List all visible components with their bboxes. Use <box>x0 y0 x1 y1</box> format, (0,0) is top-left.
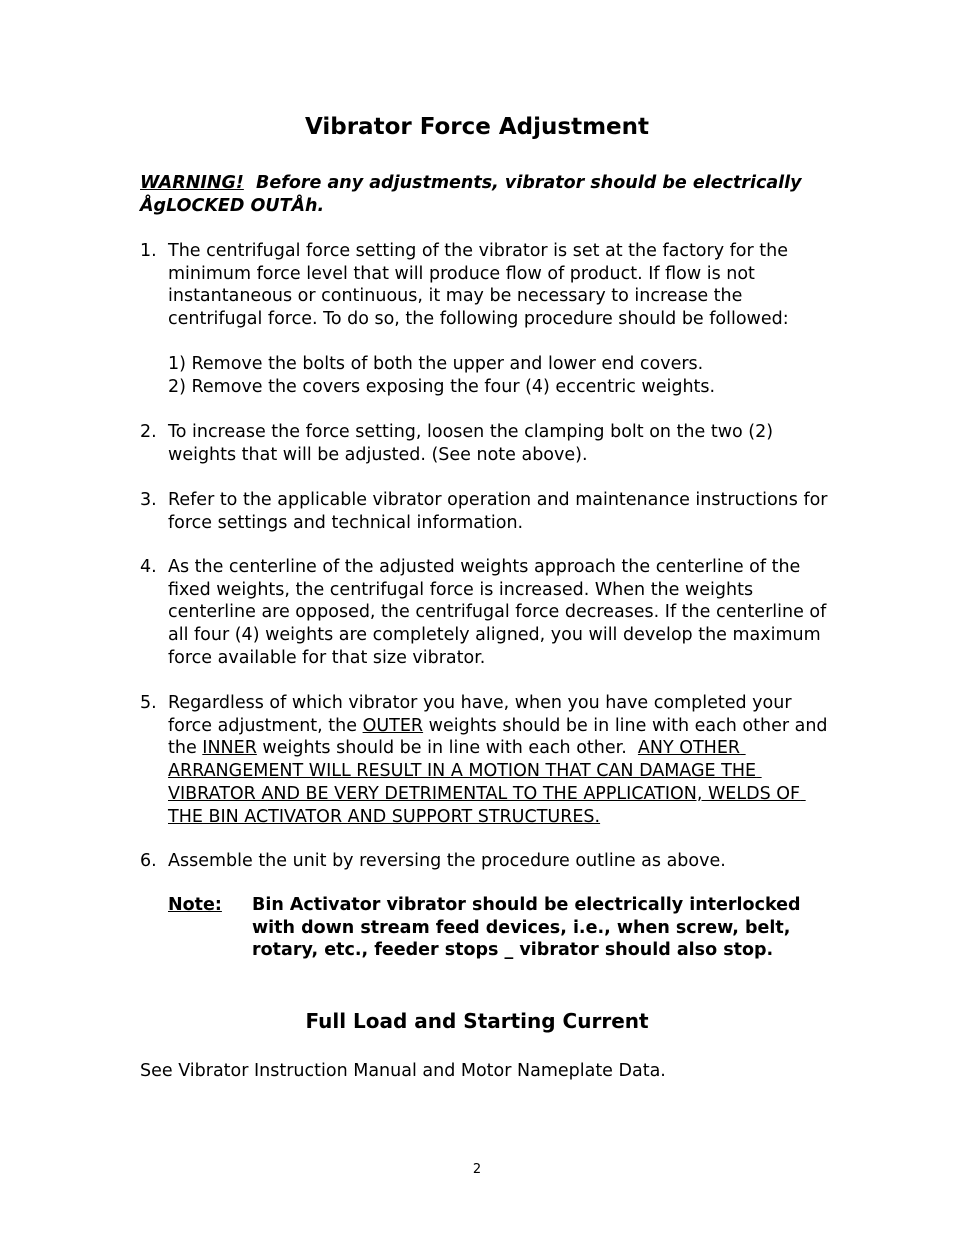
list-item-number: 2. <box>140 422 157 442</box>
note-text: Bin Activator vibrator should be electrically interlocked with down stream feed devices, i.e., when screw, belt, rotary, etc., feeder stops _ vibrator should also stop. <box>252 895 801 961</box>
list-item-number: 1. <box>140 241 157 261</box>
text-run: weights should be in line with each other. <box>256 738 638 759</box>
section-text: See Vibrator Instruction Manual and Motor Nameplate Data. <box>140 1061 666 1081</box>
list-item-1 <box>140 240 830 331</box>
list-item-text: Assemble the unit by reversing the procedure outline as above. <box>168 851 726 871</box>
note-label: Note: <box>168 895 222 915</box>
list-item-3 <box>140 489 830 534</box>
section-heading: Full Load and Starting Current <box>305 1009 649 1033</box>
emphasis-inner: INNER <box>202 738 257 759</box>
list-item-text: As the centerline of the adjusted weights approach the centerline of the fixed weights, the centrifugal force is increased. When the weights centerline are opposed, the centrifugal force decreases. If the centerline of all four (4) weights are completely aligned, you will develop the maximum force available for that size vibrator. <box>168 557 827 668</box>
list-item-number: 3. <box>140 490 157 510</box>
emphasis-outer: OUTER <box>362 715 424 736</box>
text-run: Regardless of which vibrator you have, when you have completed your force adjustment, the <box>168 693 798 736</box>
warning-text: Before any adjustments, vibrator should be electrically ÅgLOCKED OUTÅh. <box>140 173 808 216</box>
list-item-text: To increase the force setting, loosen the clamping bolt on the two (2) weights that will be adjusted. (See note above). <box>168 422 774 465</box>
list-item-4 <box>140 556 830 670</box>
sub-step-2: 2) Remove the covers exposing the four (4) eccentric weights. <box>168 377 716 397</box>
list-item-number: 5. <box>140 693 157 713</box>
caution-statement: ANY OTHER ARRANGEMENT WILL RESULT IN A MOTION THAT CAN DAMAGE THE VIBRATOR AND BE VERY DETRIMENTAL TO THE APPLICATION, WELDS OF THE BIN ACTIVATOR AND SUPPORT STRUCTURES. <box>168 738 806 827</box>
list-item-number: 4. <box>140 557 157 577</box>
text-run: weights should be in line with each other and the <box>168 715 834 759</box>
list-item-text <box>168 692 834 828</box>
list-item-2 <box>140 421 830 466</box>
page-number: 2 <box>472 1162 482 1174</box>
warning-label: WARNING! <box>140 173 244 193</box>
page-title: Vibrator Force Adjustment <box>304 114 650 140</box>
list-item-5 <box>140 692 834 828</box>
list-item-text: The centrifugal force setting of the vibrator is set at the factory for the minimum force level that will produce flow of product. If flow is not instantaneous or continuous, it may be necessary to increase the centrifugal force. To do so, the following procedure should be followed: <box>168 241 789 330</box>
note-block <box>168 894 808 962</box>
sub-step-1: 1) Remove the bolts of both the upper and lower end covers. <box>168 354 704 374</box>
warning-paragraph <box>140 172 830 218</box>
list-item-text: Refer to the applicable vibrator operation and maintenance instructions for force settings and technical information. <box>168 490 828 533</box>
list-item-number: 6. <box>140 851 157 871</box>
list-item-6 <box>140 850 830 873</box>
